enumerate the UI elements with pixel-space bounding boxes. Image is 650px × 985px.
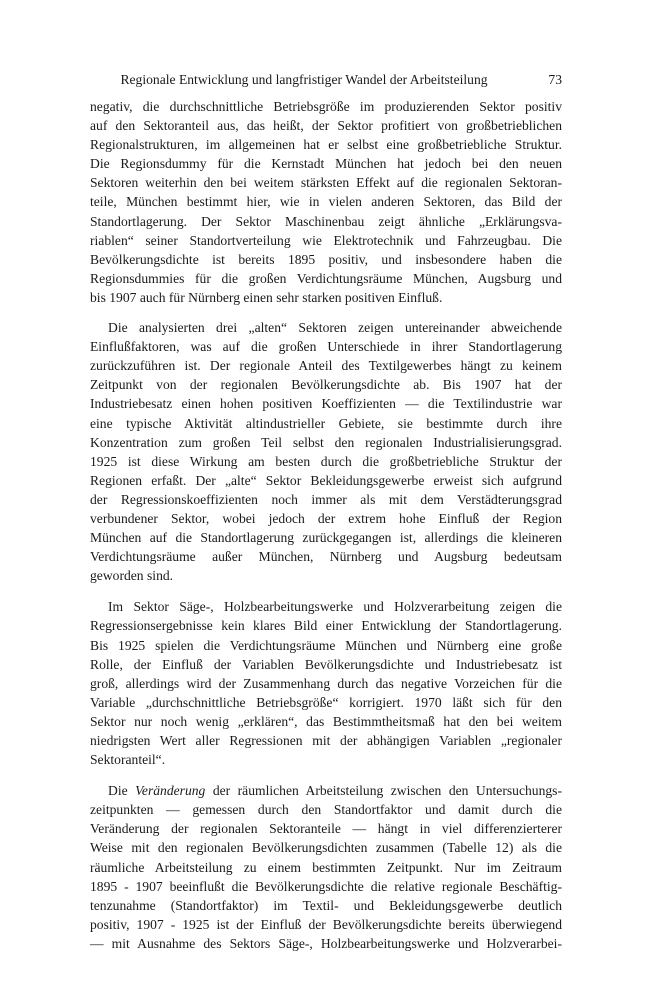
text-line: Die Regionsdummy für die Kernstadt München hat jedoch bei den neuen xyxy=(90,156,562,172)
text-line: Im Sektor Säge-, Holzbearbeitungswerke und Holzverarbeitung zeigen die xyxy=(108,599,562,615)
text-line: Zeitpunkt von der regionalen Bevölkerungsdichte ab. Bis 1907 hat der xyxy=(90,377,562,393)
text-line: Sektor nur noch wenig „erklären“, das Bestimmtheitsmaß hat den bei weitem xyxy=(90,713,562,729)
text-line: Regionsdummies für die großen Verdichtungsräume München, Augsburg und xyxy=(90,270,562,286)
text-line: Bevölkerungsdichte ist bereits 1895 positiv, und insbesondere haben die xyxy=(90,251,562,267)
text-line: positiv, 1907 - 1925 ist der Einfluß der Bevölkerungsdichte bereits überwiegend xyxy=(90,916,562,932)
text-line: tenzunahme (Standortfaktor) im Textil- und Bekleidungsgewerbe deutlich xyxy=(90,897,562,913)
paragraph-2 xyxy=(90,318,562,585)
text-line: — mit Ausnahme des Sektors Säge-, Holzbearbeitungswerke und Holzverarbei- xyxy=(90,935,562,951)
lead-rest-text: der räumlichen Arbeitsteilung zwischen den Untersuchungs- xyxy=(205,783,562,799)
text-line: niedrigsten Wert aller Regressionen mit der abhängigen Variablen „regionaler xyxy=(90,733,562,748)
text-line: zurückzuführen ist. Der regionale Anteil des Textilgewerbes hängt zu keinem xyxy=(90,358,562,374)
text-line: Verdichtungsräume außer München, Nürnberg und Augsburg bedeutsam xyxy=(90,549,562,565)
paragraph-3 xyxy=(90,597,562,769)
text-line: Weise mit den regionalen Bevölkerungsdichten zusammen (Tabelle 12) als die xyxy=(90,840,562,856)
text-line: bis 1907 auch für Nürnberg einen sehr starken positiven Einfluß. xyxy=(90,289,443,305)
text-line: geworden sind. xyxy=(90,568,174,584)
text-line: München auf die Standortlagerung zurückgegangen ist, allerdings die kleineren xyxy=(90,530,562,546)
text-line: zeitpunkten — gemessen durch den Standortfaktor und damit durch die xyxy=(90,802,562,818)
page-number: 73 xyxy=(548,72,562,87)
text-line: Industriebesatz einen hohen positiven Koeffizienten — die Textilindustrie war xyxy=(90,396,562,412)
text-line: 1925 ist diese Wirkung am besten durch die großbetriebliche Struktur der xyxy=(90,453,562,469)
text-line: räumliche Arbeitsteilung zu einem bestimmten Zeitpunkt. Nur im Zeitraum xyxy=(90,859,562,875)
body-text xyxy=(90,97,562,953)
text-line: 1895 - 1907 beeinflußt die Bevölkerungsdichte die relative regionale Beschäftig- xyxy=(90,878,562,894)
paragraph-4 xyxy=(90,781,562,953)
running-title: Regionale Entwicklung und langfristiger Wandel der Arbeitsteilung xyxy=(120,72,488,87)
text-line: der Regressionskoeffizienten noch immer als mit dem Verstädterungsgrad xyxy=(90,491,562,507)
text-line: Sektoranteil“. xyxy=(90,752,166,768)
text-line: groß, allerdings wird der Zusammenhang durch das negative Vorzeichen für die xyxy=(90,675,562,691)
text-line: negativ, die durchschnittliche Betriebsgröße im produzierenden Sektor positiv xyxy=(90,99,562,114)
text-line: teile, München bestimmt hier, wie in vielen anderen Sektoren, das Bild der xyxy=(90,194,562,210)
text-line: Einflußfaktoren, was auf die großen Unterschiede in ihrer Standortlagerung xyxy=(90,339,562,355)
text-line: auf den Sektoranteil aus, das heißt, der Sektor profitiert von großbetrieblichen xyxy=(90,118,562,134)
text-line: Die analysierten drei „alten“ Sektoren zeigen untereinander abweichende xyxy=(108,320,562,336)
text-line: verbundener Sektor, wobei jedoch der extrem hohe Einfluß der Region xyxy=(90,510,562,526)
text-line: Veränderung der regionalen Sektoranteile — hängt in viel differenzierterer xyxy=(90,821,562,837)
text-line: Rolle, der Einfluß der Variablen Bevölkerungsdichte und Industriebesatz ist xyxy=(90,656,562,672)
emphasis-text: Veränderung xyxy=(135,783,206,799)
text-line: Bis 1925 spielen die Verdichtungsräume München und Nürnberg eine große xyxy=(90,637,562,653)
text-line: Sektoren weiterhin den bei weitem stärksten Effekt auf die regionalen Sektoran- xyxy=(90,175,562,191)
lead-text: Die xyxy=(108,783,136,799)
paragraph-1 xyxy=(90,97,562,307)
text-line: Regressionsergebnisse kein klares Bild einer Entwicklung der Standortlagerung. xyxy=(90,618,562,634)
text-line: riablen“ seiner Standortverteilung wie Elektrotechnik und Fahrzeugbau. Die xyxy=(90,232,562,248)
text-line: Regionen erfaßt. Der „alte“ Sektor Bekleidungsgewerbe erweist sich aufgrund xyxy=(90,472,562,488)
text-line: Konzentration zum großen Teil selbst den regionalen Industrialisierungsgrad. xyxy=(90,434,562,450)
text-line: Regionalstrukturen, im allgemeinen hat er selbst eine großbetriebliche Struktur. xyxy=(90,137,562,153)
text-line xyxy=(90,781,562,800)
text-line: Variable „durchschnittliche Betriebsgröße“ korrigiert. 1970 läßt sich für den xyxy=(90,694,562,710)
text-line: Standortlagerung. Der Sektor Maschinenbau zeigt ähnliche „Erklärungsva- xyxy=(90,213,562,229)
text-line: eine typische Aktivität altindustrieller Gebiete, sie bestimmte durch ihre xyxy=(90,415,562,431)
